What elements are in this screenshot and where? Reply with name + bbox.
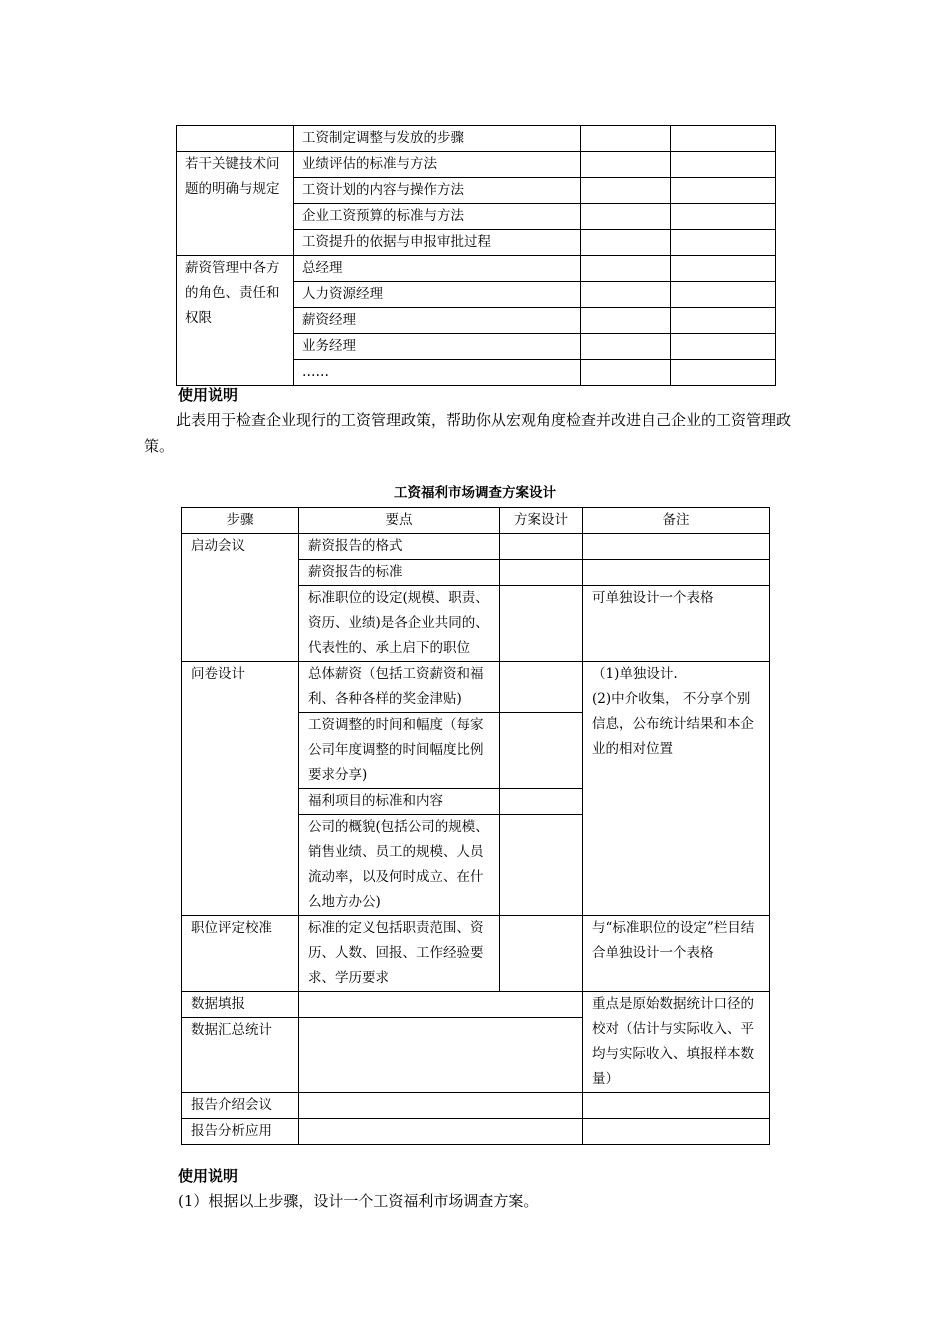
point-cell: 工资调整的时间和幅度（每家公司年度调整的时间幅度比例要求分享) [299,713,500,789]
point-cell: 标准职位的设定(规模、职责、资历、业绩)是各企业共同的、代表性的、承上启下的职位 [299,586,500,662]
table-cell [177,126,294,152]
table-cell [671,178,776,204]
table-cell [671,152,776,178]
table-row [177,152,776,178]
table-cell [581,282,671,308]
table-cell: …… [294,360,581,386]
point-cell: 薪资报告的格式 [299,534,500,560]
table-cell [581,360,671,386]
table-cell [581,126,671,152]
table-row [182,992,770,1018]
table-row [182,1119,770,1145]
column-header: 要点 [299,508,500,534]
remark-cell [583,1093,770,1119]
column-header: 步骤 [182,508,299,534]
table-row [182,534,770,560]
usage-paragraph: (1）根据以上步骤，设计一个工资福利市场调查方案。 [178,1192,539,1210]
point-cell: 总体薪资（包括工资薪资和福利、各种各样的奖金津贴) [299,662,500,713]
usage-paragraph: 此表用于检查企业现行的工资管理政策，帮助你从宏观角度检查并改进自己企业的工资管理政策。 [144,411,792,455]
table-cell [671,126,776,152]
survey-plan-table [181,507,770,1145]
step-cell: 职位评定校准 [182,916,299,992]
remark-cell: 可单独设计一个表格 [583,586,770,662]
remark-cell [583,560,770,586]
table-cell [581,230,671,256]
table-cell [671,308,776,334]
remark-line: （1)单独设计. [592,666,678,682]
step-cell: 数据汇总统计 [182,1018,299,1093]
table-row [182,916,770,992]
plan-cell [500,916,583,992]
table-title: 工资福利市场调查方案设计 [394,485,556,501]
table-cell [671,360,776,386]
policy-check-table [176,125,776,386]
plan-cell [500,815,583,916]
point-cell [299,992,583,1018]
table-row [182,1093,770,1119]
remark-line: (2)中介收集， 不分享个别信息，公布统计结果和本企业的相对位置 [592,691,754,757]
step-cell: 报告介绍会议 [182,1093,299,1119]
table-cell [671,230,776,256]
step-cell: 启动会议 [182,534,299,662]
remark-cell [583,534,770,560]
table-header-row [182,508,770,534]
category-cell: 若干关键技术问题的明确与规定 [177,152,294,256]
plan-cell [500,586,583,662]
table-cell: 总经理 [294,256,581,282]
usage-heading: 使用说明 [178,1167,239,1185]
table-cell [671,334,776,360]
table-row [177,126,776,152]
table-cell: 薪资经理 [294,308,581,334]
table-cell: 工资计划的内容与操作方法 [294,178,581,204]
table-cell: 工资制定调整与发放的步骤 [294,126,581,152]
step-cell: 问卷设计 [182,662,299,916]
table-cell [581,308,671,334]
table-cell [581,178,671,204]
plan-cell [500,534,583,560]
plan-cell [500,789,583,815]
table-cell [581,334,671,360]
point-cell: 公司的概貌(包括公司的规模、销售业绩、员工的规模、人员流动率，以及何时成立、在什么地方办公) [299,815,500,916]
table-cell: 企业工资预算的标准与方法 [294,204,581,230]
category-cell: 薪资管理中各方的角色、责任和权限 [177,256,294,386]
table-cell: 业绩评估的标准与方法 [294,152,581,178]
point-cell [299,1093,583,1119]
plan-cell [500,560,583,586]
table-cell: 工资提升的依据与申报审批过程 [294,230,581,256]
table-row [182,662,770,713]
table-cell [581,256,671,282]
point-cell: 福利项目的标准和内容 [299,789,500,815]
plan-cell [500,662,583,713]
table-cell [671,282,776,308]
remark-cell: 与“标准职位的设定”栏目结合单独设计一个表格 [583,916,770,992]
column-header: 方案设计 [500,508,583,534]
table-cell: 人力资源经理 [294,282,581,308]
remark-cell [583,662,770,916]
point-cell: 标准的定义包括职责范围、资历、人数、回报、工作经验要求、学历要求 [299,916,500,992]
table-cell [671,256,776,282]
point-cell [299,1018,583,1093]
table-cell [581,204,671,230]
point-cell: 薪资报告的标准 [299,560,500,586]
usage-heading: 使用说明 [178,386,239,404]
table-cell: 业务经理 [294,334,581,360]
table-cell [581,152,671,178]
step-cell: 数据填报 [182,992,299,1018]
table-cell [671,204,776,230]
remark-cell [583,1119,770,1145]
remark-cell: 重点是原始数据统计口径的校对（估计与实际收入、平均与实际收入、填报样本数量） [583,992,770,1093]
column-header: 备注 [583,508,770,534]
plan-cell [500,713,583,789]
table-row [177,256,776,282]
point-cell [299,1119,583,1145]
step-cell: 报告分析应用 [182,1119,299,1145]
